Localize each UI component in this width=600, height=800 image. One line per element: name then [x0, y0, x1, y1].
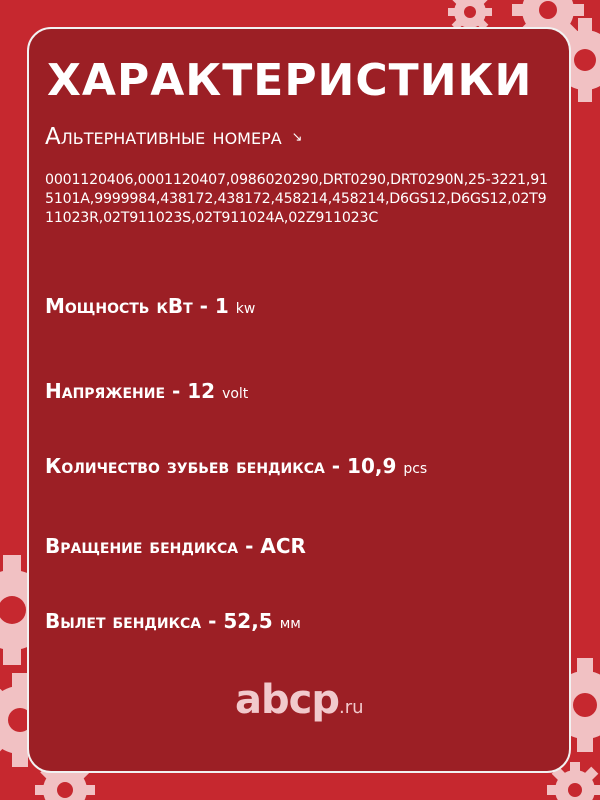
logo-name: abcp [235, 677, 339, 723]
characteristics-card [27, 27, 571, 773]
logo-tld: .ru [338, 697, 364, 718]
spec-teeth [45, 454, 427, 478]
alternative-numbers-list: 0001120406,0001120407,0986020290,DRT0290,DRT0290N,25-3221,915101A,9999984,438172,438172,458214,458214,D6GS12,D6GS12,02T911023R,02T911023S,02T911024A,02Z911023C [45, 172, 548, 226]
abcp-logo [235, 677, 364, 723]
arrow-down-right-icon: ↘ [291, 130, 303, 145]
spec-unit: kw [235, 301, 256, 317]
page-title: ХАРАКТЕРИСТИКИ [47, 55, 533, 106]
spec-unit: volt [222, 386, 249, 402]
spec-label: Вылет бендикса - 52,5 [45, 609, 273, 633]
spec-label: Мощность кВт - 1 [45, 294, 229, 318]
spec-voltage [45, 379, 248, 403]
spec-overhang [45, 609, 301, 633]
spec-label: Вращение бендикса - ACR [45, 534, 306, 558]
spec-rotation [45, 534, 306, 558]
spec-unit: pcs [403, 461, 428, 477]
alternative-numbers-label: Альтернативные номера [45, 124, 282, 150]
spec-label: Напряжение - 12 [45, 379, 216, 403]
spec-label: Количество зубьев бендикса - 10,9 [45, 454, 397, 478]
spec-unit: мм [279, 616, 301, 632]
alternative-numbers-heading [45, 124, 303, 150]
spec-power [45, 294, 255, 318]
